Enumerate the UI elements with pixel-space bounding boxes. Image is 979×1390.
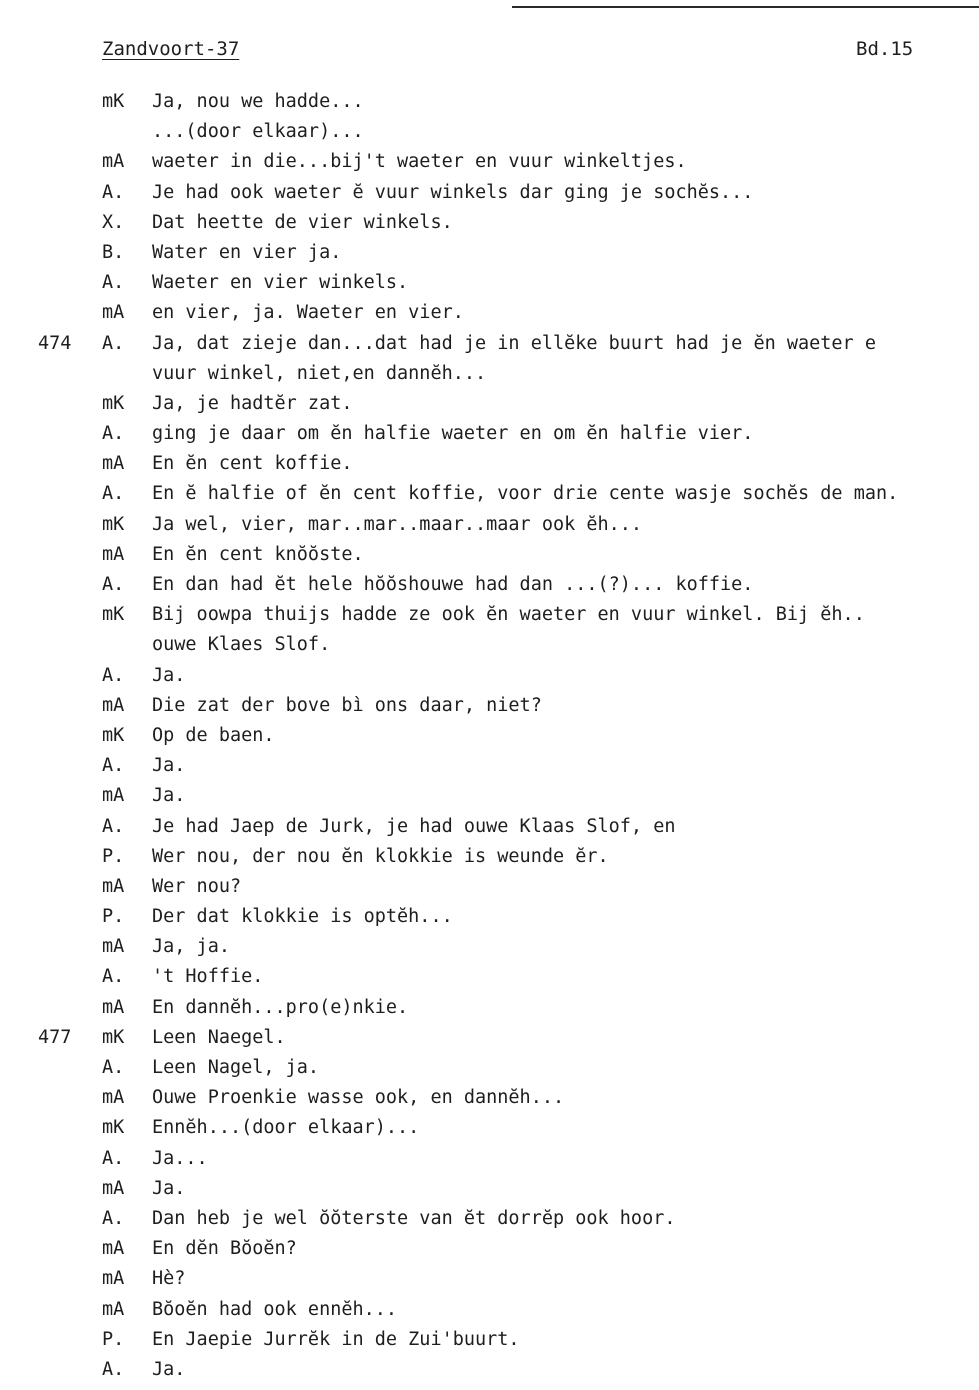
- transcript-line: [0, 419, 979, 449]
- utterance-text: Wer nou, der nou ĕn klokkie is weunde ĕr.: [152, 845, 609, 867]
- speaker-label: mA: [102, 543, 125, 565]
- transcript-line: [0, 147, 979, 177]
- utterance-text: Hè?: [152, 1268, 186, 1290]
- transcript-line: [0, 87, 979, 117]
- transcript-line: [0, 268, 979, 298]
- transcript-line: [0, 1295, 979, 1325]
- line-number: 477: [38, 1026, 72, 1048]
- transcript-line: [0, 1174, 979, 1204]
- utterance-text: Dat heette de vier winkels.: [152, 211, 453, 233]
- transcript-line: [0, 117, 979, 147]
- transcript-line: [0, 359, 979, 389]
- transcript-line: [0, 842, 979, 872]
- transcript-line: [0, 570, 979, 600]
- speaker-label: B.: [102, 241, 125, 263]
- speaker-label: mA: [102, 785, 125, 807]
- speaker-label: A.: [102, 483, 125, 505]
- transcript-line: [0, 1355, 979, 1385]
- transcript-line: [0, 630, 979, 660]
- transcript-line: [0, 600, 979, 630]
- transcript-line: [0, 1083, 979, 1113]
- transcript-line: [0, 389, 979, 419]
- utterance-text: Ennĕh...(door elkaar)...: [152, 1117, 420, 1139]
- speaker-label: A.: [102, 755, 125, 777]
- speaker-label: mA: [102, 1087, 125, 1109]
- utterance-text: Je had ook waeter ĕ vuur winkels dar ging je sochĕs...: [152, 181, 754, 203]
- utterance-text: En dĕn Bŏoĕn?: [152, 1238, 297, 1260]
- speaker-label: mA: [102, 996, 125, 1018]
- speaker-label: A.: [102, 1057, 125, 1078]
- transcript-line: [0, 329, 979, 359]
- utterance-text: Waeter en vier winkels.: [152, 272, 409, 294]
- transcript-line: [0, 1144, 979, 1174]
- utterance-text: Ja wel, vier, mar..mar..maar..maar ook ĕh...: [152, 513, 643, 535]
- speaker-label: mA: [102, 1238, 125, 1260]
- utterance-text: Ouwe Proenkie wasse ook, en dannĕh...: [152, 1087, 565, 1109]
- transcript-line: [0, 993, 979, 1023]
- utterance-text: ouwe Klaes Slof.: [152, 634, 331, 656]
- utterance-text: En Jaepie Jurrĕk in de Zui'buurt.: [152, 1328, 520, 1350]
- speaker-label: mA: [102, 302, 125, 324]
- transcript-line: [0, 812, 979, 842]
- speaker-label: mA: [102, 1177, 125, 1199]
- transcript-line: [0, 932, 979, 962]
- transcript-line: [0, 178, 979, 208]
- utterance-text: Op de baen.: [152, 724, 275, 746]
- utterance-text: vuur winkel, niet,en dannĕh...: [152, 362, 487, 384]
- speaker-label: mA: [102, 1298, 125, 1320]
- utterance-text: Die zat der bove bì ons daar, niet?: [152, 694, 542, 716]
- utterance-text: Dan heb je wel ŏŏterste van ĕt dorrĕp ook hoor.: [152, 1207, 676, 1229]
- speaker-label: P.: [102, 1328, 125, 1350]
- utterance-text: Ja.: [152, 1358, 186, 1380]
- utterance-text: Ja.: [152, 1177, 186, 1199]
- utterance-text: En ĕn cent knŏŏste.: [152, 543, 364, 565]
- line-number: 474: [38, 332, 72, 354]
- utterance-text: Ja, je hadtĕr zat.: [152, 392, 353, 414]
- utterance-text: en vier, ja. Waeter en vier.: [152, 302, 464, 324]
- speaker-label: A.: [102, 1358, 125, 1380]
- speaker-label: P.: [102, 906, 125, 928]
- transcript-line: [0, 902, 979, 932]
- utterance-text: Ja.: [152, 755, 186, 777]
- speaker-label: A.: [102, 181, 125, 203]
- transcript-line: [0, 691, 979, 721]
- utterance-text: Ja, ja.: [152, 936, 230, 958]
- transcript-line: [0, 238, 979, 268]
- speaker-label: mK: [102, 513, 125, 535]
- utterance-text: Bij oowpa thuijs hadde ze ook ĕn waeter en vuur winkel. Bij ĕh..: [152, 604, 865, 626]
- speaker-label: mA: [102, 694, 125, 716]
- speaker-label: A.: [102, 815, 125, 837]
- speaker-label: mA: [102, 151, 125, 173]
- utterance-text: Leen Nagel, ja.: [152, 1057, 320, 1078]
- transcript: [0, 87, 979, 1385]
- speaker-label: A.: [102, 1207, 125, 1229]
- speaker-label: A.: [102, 664, 125, 686]
- utterance-text: Water en vier ja.: [152, 241, 342, 263]
- speaker-label: A.: [102, 574, 125, 595]
- utterance-text: Leen Naegel.: [152, 1026, 286, 1048]
- utterance-text: ...(door elkaar)...: [152, 121, 364, 143]
- utterance-text: En dannĕh...pro(e)nkie.: [152, 996, 409, 1018]
- utterance-text: Ja, dat zieje dan...dat had je in ellĕke buurt had je ĕn waeter e: [152, 332, 876, 354]
- transcript-line: [0, 208, 979, 238]
- utterance-text: En dan had ĕt hele hŏŏshouwe had dan ...(?)... koffie.: [152, 574, 754, 595]
- speaker-label: A.: [102, 332, 125, 354]
- document-title: Zandvoort-37: [102, 38, 240, 60]
- speaker-label: mK: [102, 604, 125, 626]
- speaker-label: A.: [102, 966, 125, 988]
- transcript-line: [0, 1204, 979, 1234]
- transcript-line: [0, 781, 979, 811]
- transcript-line: [0, 298, 979, 328]
- speaker-label: P.: [102, 845, 125, 867]
- speaker-label: mA: [102, 875, 125, 897]
- utterance-text: ging je daar om ĕn halfie waeter en om ĕn halfie vier.: [152, 423, 754, 445]
- page-number: Bd.15: [856, 38, 914, 60]
- speaker-label: mK: [102, 392, 125, 414]
- utterance-text: Je had Jaep de Jurk, je had ouwe Klaas Slof, en: [152, 815, 676, 837]
- top-rule: [512, 6, 979, 8]
- transcript-line: [0, 1113, 979, 1143]
- utterance-text: En ĕ halfie of ĕn cent koffie, voor drie cente wasje sochĕs de man.: [152, 483, 899, 505]
- speaker-label: A.: [102, 1147, 125, 1169]
- utterance-text: Ja.: [152, 664, 186, 686]
- transcript-line: [0, 962, 979, 992]
- utterance-text: En ĕn cent koffie.: [152, 453, 353, 475]
- transcript-line: [0, 661, 979, 691]
- transcript-line: [0, 1053, 979, 1083]
- transcript-line: [0, 721, 979, 751]
- speaker-label: mK: [102, 1117, 125, 1139]
- utterance-text: Ja...: [152, 1147, 208, 1169]
- speaker-label: mA: [102, 1268, 125, 1290]
- transcript-line: [0, 1325, 979, 1355]
- utterance-text: Ja.: [152, 785, 186, 807]
- transcript-line: [0, 540, 979, 570]
- utterance-text: Wer nou?: [152, 875, 242, 897]
- speaker-label: mA: [102, 936, 125, 958]
- speaker-label: mA: [102, 453, 125, 475]
- transcript-line: [0, 479, 979, 509]
- utterance-text: waeter in die...bij't waeter en vuur winkeltjes.: [152, 151, 687, 173]
- utterance-text: Ja, nou we hadde...: [152, 91, 364, 112]
- speaker-label: mK: [102, 1026, 125, 1048]
- speaker-label: X.: [102, 211, 125, 233]
- transcript-line: [0, 449, 979, 479]
- speaker-label: mK: [102, 724, 125, 746]
- transcript-line: [0, 1264, 979, 1294]
- transcript-line: [0, 1234, 979, 1264]
- transcript-line: [0, 1023, 979, 1053]
- speaker-label: A.: [102, 272, 125, 294]
- speaker-label: A.: [102, 423, 125, 445]
- speaker-label: mK: [102, 91, 125, 112]
- utterance-text: Bŏoĕn had ook ennĕh...: [152, 1298, 398, 1320]
- utterance-text: Der dat klokkie is optĕh...: [152, 906, 453, 928]
- utterance-text: 't Hoffie.: [152, 966, 264, 988]
- transcript-line: [0, 872, 979, 902]
- transcript-line: [0, 510, 979, 540]
- transcript-line: [0, 751, 979, 781]
